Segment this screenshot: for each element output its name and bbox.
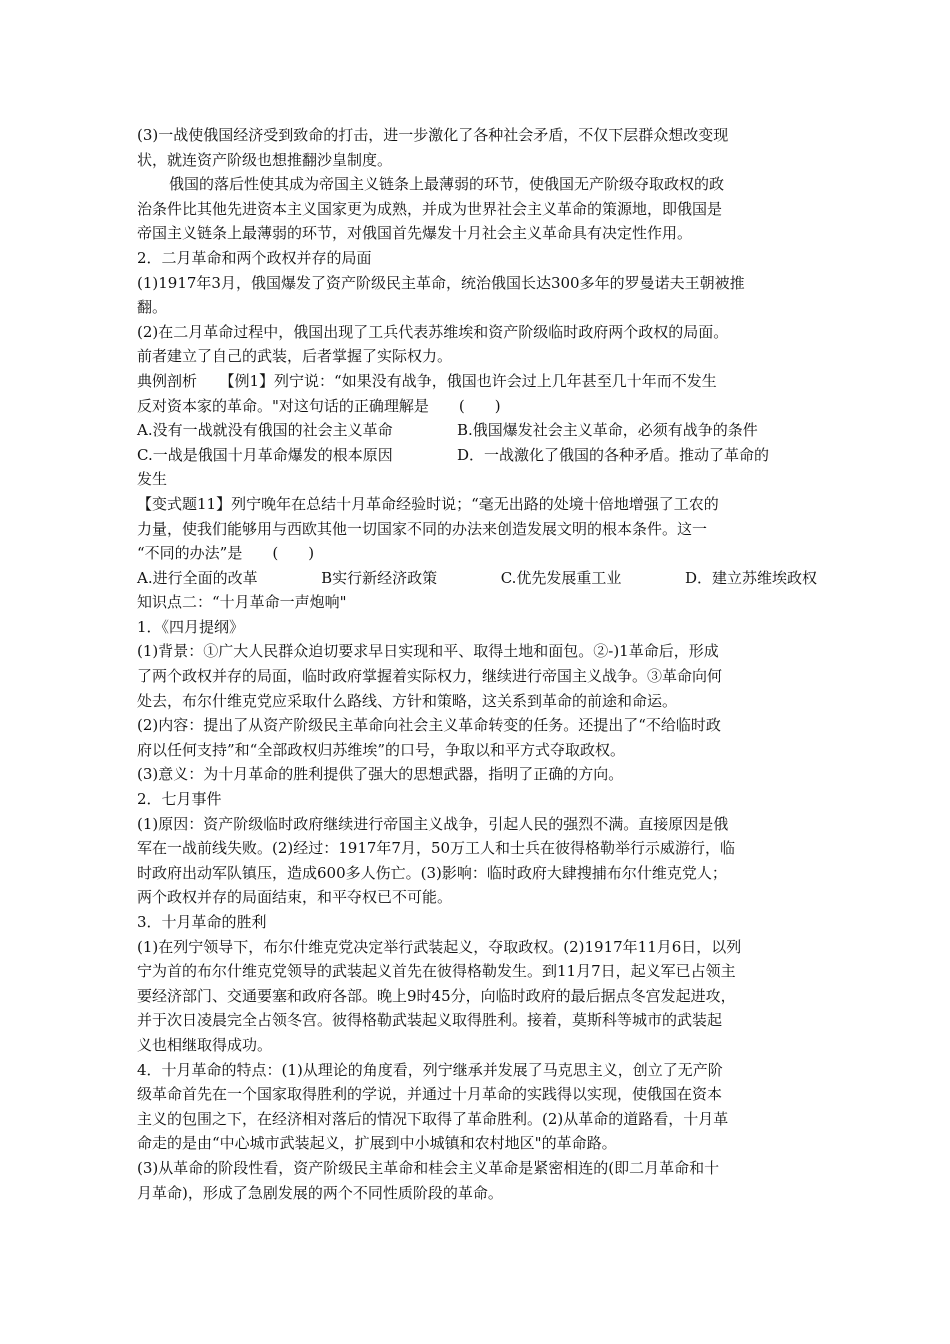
variant-question: 力量，使我们能够用与西欧其他一切国家不同的办法来创造发展文明的根本条件。这一 [137,519,708,538]
text-line: (2)在二月革命过程中，俄国出现了工兵代表苏维埃和资产阶级临时政府两个政权的局面。 [137,322,729,341]
section-heading: 2．二月革命和两个政权并存的局面 [137,248,372,267]
choice-row [137,443,817,468]
choice-c: C.优先发展重工业 [500,568,622,587]
text-line: (1)原因：资产阶级临时政府继续进行帝国主义战争，引起人民的强烈不满。直接原因是俄 [137,814,729,833]
text-line: 了两个政权并存的局面，临时政府掌握着实际权力，继续进行帝国主义战争。③革命向何 [137,667,723,686]
text-line: 级革命首先在一个国家取得胜利的学说，并通过十月革命的实践得以实现，使俄国在资本 [137,1085,723,1104]
text-line: (2)内容：提出了从资产阶级民主革命向社会主义革命转变的任务。还提出了“不给临时政 [137,716,721,735]
text-line: 处去，布尔什维克党应采取什么路线、方针和策略，这关系到革命的前途和命运。 [137,691,678,710]
variant-question: “不同的办法”是 ( ) [137,544,315,563]
section-heading: 3．十月革命的胜利 [137,913,267,931]
example-question: 典例剖析 【例1】列宁说：“如果没有战争，俄国也许会过上几年甚至几十年而不发生 [137,371,717,390]
knowledge-point-heading: 知识点二：“十月革命一声炮响" [137,593,347,612]
text-line: 4．十月革命的特点：(1)从理论的角度看，列宁继承并发展了马克思主义，创立了无产阶 [137,1060,723,1079]
choice-b: B实行新经济政策 [321,568,438,587]
text-line: 军在一战前线失败。(2)经过：1917年7月，50万工人和士兵在彼得格勒举行示威游行，临 [137,839,736,858]
text-line: 治条件比其他先进资本主义国家更为成熟，并成为世界社会主义革命的策源地，即俄国是 [137,199,723,218]
text-line: 俄国的落后性使其成为帝国主义链条上最薄弱的环节，使俄国无产阶级夺取政权的政 [169,175,725,194]
document-body [137,123,817,1205]
text-line: (3)从革命的阶段性看，资产阶级民主革命和桂会主义革命是紧密相连的(即二月革命和十 [137,1158,720,1177]
choice-c: C.一战是俄国十月革命爆发的根本原因 [137,445,393,464]
text-line: (1)1917年3月，俄国爆发了资产阶级民主革命，统治俄国长达300多年的罗曼诺夫王朝被推 [137,273,745,292]
text-line: 宁为首的布尔什维克党领导的武装起义首先在彼得格勒发生。到11月7日，起义军已占领主 [137,962,736,981]
text-line: 并于次日凌晨完全占领冬宫。彼得格勒武装起义取得胜利。接着，莫斯科等城市的武装起 [137,1011,723,1030]
text-line: 义也相继取得成功。 [137,1035,273,1054]
section-heading: 2．七月事件 [137,790,222,809]
choice-b: B.俄国爆发社会主义革命，必须有战争的条件 [457,421,758,440]
choice-d: D．一战激化了俄国的各种矛盾。推动了革命的 [457,445,770,464]
text-line: 命走的是由“中心城市武装起义，扩展到中小城镇和农村地区"的革命路。 [137,1134,617,1153]
text-line: 时政府出动军队镇压，造成600多人伤亡。(3)影响：临时政府大肆搜捕布尔什维克党人； [137,863,727,882]
choice-row [137,418,817,443]
text-line: 前者建立了自己的武装，后者掌握了实际权力。 [137,347,453,366]
text-line: 发生 [137,470,168,489]
choice-row [137,566,817,591]
choice-a: A.进行全面的改革 [137,568,258,587]
text-line: (3)一战使俄国经济受到致命的打击，进一步激化了各种社会矛盾，不仅下层群众想改变现 [137,126,729,144]
text-line: (1)在列宁领导下，布尔什维克党决定举行武装起义，夺取政权。(2)1917年11月6日，以列 [137,937,742,956]
text-line: 两个政权并存的局面结束，和平夺权已不可能。 [137,888,453,907]
example-question: 反对资本家的革命。"对这句话的正确理解是 ( ) [137,396,501,415]
text-line: 主义的包围之下，在经济相对落后的情况下取得了革命胜利。(2)从革命的道路看，十月革 [137,1109,729,1128]
text-line: 状，就连资产阶级也想推翻沙皇制度。 [137,150,393,169]
section-heading: 1．《四月提纲》 [137,617,245,636]
choice-d: D．建立苏维埃政权 [684,568,817,587]
text-line: 帝国主义链条上最薄弱的环节，对俄国首先爆发十月社会主义革命具有决定性作用。 [137,224,693,243]
text-line: (1)背景：①广大人民群众迫切要求早日实现和平、取得土地和面包。②-)1革命后，形成 [137,642,719,661]
variant-question: 【变式题11】列宁晚年在总结十月革命经验时说；“毫无出路的处境十倍地增强了工农的 [137,494,719,513]
text-line: (3)意义：为十月革命的胜利提供了强大的思想武器，指明了正确的方向。 [137,765,624,784]
choice-a: A.没有一战就没有俄国的社会主义革命 [137,421,393,440]
text-line: 月革命)，形成了急剧发展的两个不同性质阶段的革命。 [137,1183,503,1202]
text-line: 府以任何支持”和“全部政权归苏维埃”的口号，争取以和平方式夺取政权。 [137,740,626,759]
text-line: 翻。 [137,298,168,317]
text-line: 要经济部门、交通要塞和政府各部。晚上9时45分，向临时政府的最后据点冬宫发起进攻， [137,986,736,1005]
